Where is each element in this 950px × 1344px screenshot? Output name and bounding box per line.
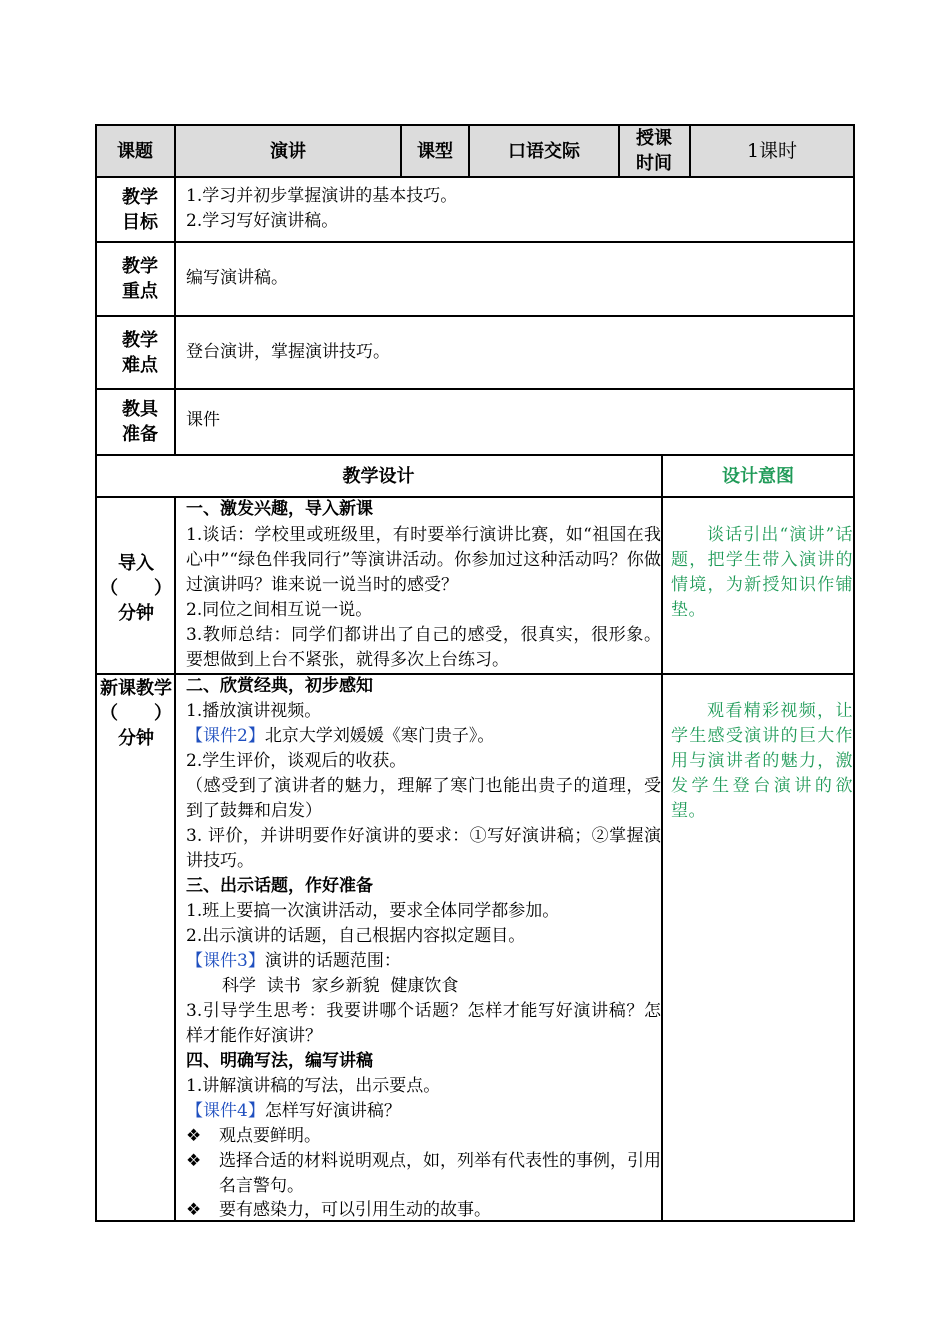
grid-line [95, 124, 97, 1222]
time-label: 授课时间 [636, 128, 672, 174]
newlesson-intent: 观看精彩视频，让学生感受演讲的巨大作用与演讲者的魅力，激发学生登台演讲的欲望。 [671, 701, 853, 821]
lesson-line: 3.引导学生思考：我要讲哪个话题？怎样才能写好演讲稿？怎样才能作好演讲？ [186, 1001, 661, 1046]
intro-label: 导入（ ）分钟 [100, 552, 172, 624]
type-label: 课型 [417, 140, 453, 162]
tools-text: 课件 [186, 410, 220, 430]
design-header: 教学设计 [342, 465, 415, 487]
section-heading: 二、欣赏经典，初步感知 [186, 676, 373, 696]
key-text: 编写演讲稿。 [186, 268, 288, 288]
courseware-tag: 【课件2】 [186, 726, 265, 746]
bullet-item: 观点要鲜明。 [219, 1126, 321, 1146]
difficulty-label: 教学难点 [122, 329, 158, 376]
tools-label: 教具准备 [122, 399, 158, 445]
bullet-icon: ❖ [186, 1151, 202, 1171]
intro-heading: 一、激发兴趣，导入新课 [186, 499, 373, 519]
section-heading: 三、出示话题，作好准备 [186, 876, 373, 896]
bullet-item: 选择合适的材料说明观点，如，列举有代表性的事例，引用名言警句。 [219, 1151, 661, 1196]
topic-list: 科学 读书 家乡新貌 健康饮食 [222, 976, 459, 996]
courseware-text: 怎样写好演讲稿？ [264, 1101, 401, 1121]
lesson-line: 1.播放演讲视频。 [186, 701, 322, 721]
lesson-line: 1.班上要搞一次演讲活动，要求全体同学都参加。 [186, 901, 560, 921]
intro-intent: 谈话引出“演讲”话题，把学生带入演讲的情境，为新授知识作铺垫。 [671, 525, 853, 620]
goals-label: 教学目标 [122, 186, 158, 233]
intro-p3: 3.教师总结：同学们都讲出了自己的感受，很真实，很形象。要想做到上台不紧张，就得多次上台练习。 [186, 625, 661, 670]
bullet-icon: ❖ [186, 1126, 202, 1146]
lesson-line: 2.学生评价，谈观后的收获。 [186, 751, 407, 771]
bullet-item: 要有感染力，可以引用生动的故事。 [219, 1200, 491, 1220]
courseware-text: 北京大学刘媛媛《寒门贵子》。 [264, 726, 495, 746]
courseware-3 [186, 949, 660, 974]
courseware-4 [186, 1099, 660, 1124]
difficulty-text: 登台演讲，掌握演讲技巧。 [186, 342, 390, 362]
goal-item: 1.学习并初步掌握演讲的基本技巧。 [186, 186, 458, 206]
lesson-line: 3. 评价，并讲明要作好演讲的要求：①写好演讲稿；②掌握演讲技巧。 [186, 826, 661, 871]
lesson-note: （感受到了演讲者的魅力，理解了寒门也能出贵子的道理，受到了鼓舞和启发） [186, 776, 661, 821]
grid-line [618, 124, 620, 177]
grid-line [95, 176, 855, 178]
intro-p1: 1.谈话：学校里或班级里，有时要举行演讲比赛，如“祖国在我心中”“绿色伴我同行”等演讲活动。你参加过这种活动吗？你做过演讲吗？谁来说一说当时的感受？ [186, 525, 661, 595]
time-value: 1课时 [746, 139, 798, 162]
grid-line [853, 124, 855, 1222]
topic-value: 演讲 [270, 140, 306, 162]
goal-item: 2.学习写好演讲稿。 [186, 211, 339, 231]
newlesson-label: 新课教学（ ）分钟 [100, 678, 172, 749]
type-value: 口语交际 [508, 140, 580, 162]
lesson-line: 2.出示演讲的话题，自己根据内容拟定题目。 [186, 926, 526, 946]
lesson-line: 1.讲解演讲稿的写法，出示要点。 [186, 1076, 441, 1096]
bullet-icon: ❖ [186, 1200, 202, 1220]
intro-p2: 2.同位之间相互说一说。 [186, 600, 373, 620]
section-heading: 四、明确写法，编写讲稿 [186, 1051, 373, 1071]
courseware-tag: 【课件4】 [186, 1101, 265, 1121]
grid-line [95, 241, 855, 243]
courseware-2 [186, 724, 660, 749]
intent-header: 设计意图 [722, 465, 794, 487]
courseware-text: 演讲的话题范围： [264, 951, 401, 971]
grid-line [95, 315, 855, 317]
topic-label: 课题 [117, 140, 153, 162]
grid-line [95, 388, 855, 390]
key-label: 教学重点 [122, 256, 158, 302]
courseware-tag: 【课件3】 [186, 951, 265, 971]
grid-line [174, 496, 176, 1222]
grid-line [661, 454, 663, 1222]
